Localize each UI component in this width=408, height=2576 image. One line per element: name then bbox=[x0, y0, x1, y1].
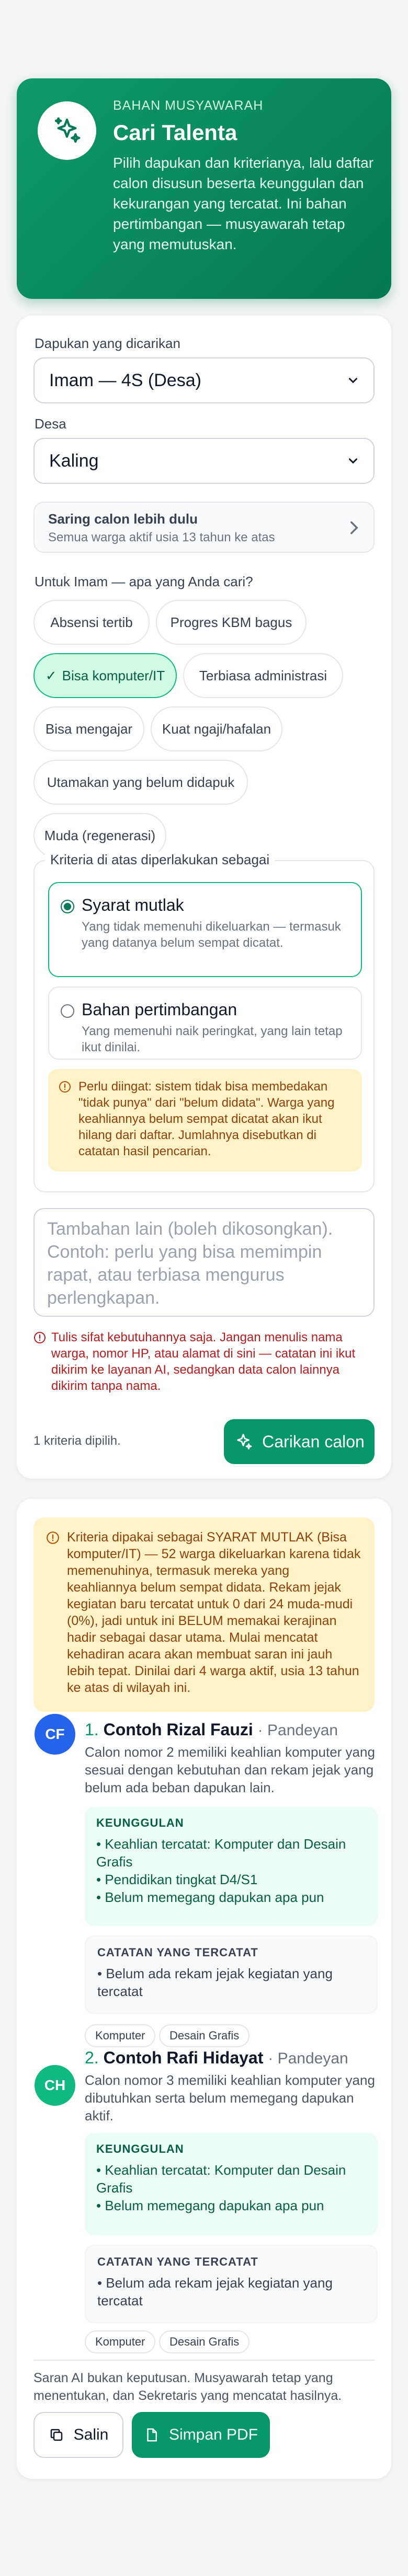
skill-tag: Komputer bbox=[85, 2024, 155, 2047]
radio-selected-icon bbox=[61, 900, 74, 913]
chip-bisa-komputer[interactable]: ✓ Bisa komputer/IT bbox=[33, 653, 177, 698]
candidate-description: Calon nomor 3 memiliki keahlian komputer yang dibutuhkan serta belum memegang dapukan aktif. bbox=[85, 2072, 375, 2124]
candidate-name: 2. Contoh Rafi Hidayat · Pandeyan bbox=[85, 2048, 348, 2067]
prefilter-subtitle: Semua warga aktif usia 13 tahun ke atas bbox=[48, 530, 275, 544]
role-label: Dapukan yang dicarikan bbox=[35, 335, 180, 351]
chevron-down-icon bbox=[347, 375, 359, 386]
radio-unselected-icon bbox=[61, 1004, 74, 1018]
disclaimer: Saran AI bukan keputusan. Musyawarah tetap yang menentukan, dan Sekretaris yang mencatat hasilnya. bbox=[33, 2371, 342, 2403]
needs-label: Untuk Imam — apa yang Anda cari? bbox=[35, 574, 253, 589]
chevron-right-icon bbox=[348, 520, 360, 535]
criteria-legend: Kriteria di atas diperlakukan sebagai bbox=[45, 852, 275, 868]
candidate-description: Calon nomor 2 memiliki keahlian komputer yang sesuai dengan kebutuhan dan rekam jejak yang belum ada beban dapukan lain. bbox=[85, 1744, 375, 1795]
chip-progres-kbm[interactable]: Progres KBM bagus bbox=[156, 600, 307, 645]
role-select-value: Imam — 4S (Desa) bbox=[49, 370, 201, 390]
privacy-note: Tulis sifat kebutuhannya saja. Jangan menulis nama warga, nomor HP, atau alamat di sini — catatan ini ikut dikirim ke layanan AI, sedangkan data calon lainnya dikirim tanpa nama. bbox=[33, 1329, 368, 1394]
page-title: Cari Talenta bbox=[113, 120, 237, 145]
save-pdf-button[interactable]: Simpan PDF bbox=[132, 2412, 270, 2458]
submit-search-button[interactable]: Carikan calon bbox=[224, 1419, 375, 1464]
chip-utamakan-belum-didapuk[interactable]: Utamakan yang belum didapuk bbox=[33, 760, 248, 805]
criteria-count: 1 kriteria dipilih. bbox=[33, 1434, 121, 1448]
candidate-name: 1. Contoh Rizal Fauzi · Pandeyan bbox=[85, 1720, 338, 1739]
chevron-down-icon bbox=[347, 455, 359, 467]
info-icon bbox=[33, 1331, 46, 1344]
notes-box: CATATAN YANG TERCATAT • Belum ada rekam jejak kegiatan yang tercatat bbox=[85, 1935, 378, 2014]
additional-needs-textarea[interactable]: Tambahan lain (boleh dikosongkan). Contoh: perlu yang bisa memimpin rapat, atau terbiasa mengurus perlengkapan. bbox=[33, 1208, 375, 1317]
info-icon bbox=[59, 1081, 71, 1093]
avatar: CF bbox=[35, 1714, 75, 1755]
desa-label: Desa bbox=[35, 416, 66, 432]
criteria-mode-group bbox=[33, 852, 375, 1192]
copy-icon bbox=[49, 2427, 64, 2443]
results-warning: Kriteria dipakai sebagai SYARAT MUTLAK (Bisa komputer/IT) — 52 warga dikeluarkan karena tidak memenuhinya, termasuk mereka yang keahliannya belum sempat didata. Rekam jejak kegiatan baru tercatat untuk 0 dari 24 muda-mudi (0%), jadi untuk ini BELUM memakai kerajinan hadir sebagai dasar utama. Mulai mencatat kehadiran acara akan membuat saran ini jauh lebih tepat. Dinilai dari 4 warga aktif, usia 13 tahun ke atas di wilayah ini. bbox=[33, 1517, 375, 1712]
notes-box: CATATAN YANG TERCATAT • Belum ada rekam jejak kegiatan yang tercatat bbox=[85, 2245, 378, 2323]
copy-button[interactable]: Salin bbox=[33, 2412, 123, 2458]
divider bbox=[33, 2360, 375, 2361]
sparkles-icon bbox=[38, 101, 96, 160]
option-bahan-pertimbangan[interactable]: Bahan pertimbangan Yang memenuhi naik peringkat, yang lain tetap ikut dinilai. bbox=[48, 987, 362, 1060]
results-card bbox=[17, 1499, 391, 2479]
file-icon bbox=[144, 2427, 160, 2443]
skill-tag: Desain Grafis bbox=[159, 2330, 250, 2353]
option-syarat-mutlak[interactable]: Syarat mutlak Yang tidak memenuhi dikeluarkan — termasuk yang datanya belum sempat dicatat. bbox=[48, 882, 362, 977]
chip-terbiasa-administrasi[interactable]: Terbiasa administrasi bbox=[183, 653, 343, 698]
hero-banner bbox=[17, 78, 391, 299]
skill-tag: Komputer bbox=[85, 2330, 155, 2353]
hero-eyebrow: BAHAN MUSYAWARAH bbox=[113, 98, 264, 113]
desa-select-value: Kaling bbox=[49, 450, 99, 471]
desa-select[interactable] bbox=[33, 438, 375, 484]
avatar: CH bbox=[35, 2065, 75, 2106]
hero-description: Pilih dapukan dan kriterianya, lalu daftar calon disusun beserta keunggulan dan kekurangan yang tercatat. Ini bahan pertimbangan — musyawarah tetap yang memutuskan. bbox=[113, 155, 374, 252]
check-icon: ✓ bbox=[45, 667, 57, 683]
criteria-warning: Perlu diingat: sistem tidak bisa membedakan "tidak punya" dari "belum didata". Warga yang keahliannya belum sempat dicatat akan ikut hilang dari daftar. Jumlahnya disebutkan di catatan hasil pencarian. bbox=[48, 1069, 362, 1171]
chip-muda-regenerasi[interactable]: Muda (regenerasi) bbox=[33, 813, 166, 858]
strengths-box: KEUNGGULAN • Keahlian tercatat: Komputer dan Desain Grafis • Belum memegang dapukan apa pun bbox=[85, 2133, 378, 2235]
chip-kuat-ngaji[interactable]: Kuat ngaji/hafalan bbox=[151, 706, 282, 751]
role-select[interactable] bbox=[33, 357, 375, 403]
chip-absensi-tertib[interactable]: Absensi tertib bbox=[33, 600, 150, 645]
search-form-card bbox=[17, 316, 391, 1479]
skill-tag: Desain Grafis bbox=[159, 2024, 250, 2047]
prefilter-title: Saring calon lebih dulu bbox=[48, 511, 198, 527]
strengths-box: KEUNGGULAN • Keahlian tercatat: Komputer dan Desain Grafis • Pendidikan tingkat D4/S1 • Belum memegang dapukan apa pun bbox=[85, 1807, 378, 1926]
info-icon bbox=[46, 1531, 60, 1545]
sparkles-icon bbox=[234, 1432, 253, 1451]
prefilter-toggle[interactable] bbox=[33, 502, 375, 553]
chip-bisa-mengajar[interactable]: Bisa mengajar bbox=[33, 706, 144, 751]
